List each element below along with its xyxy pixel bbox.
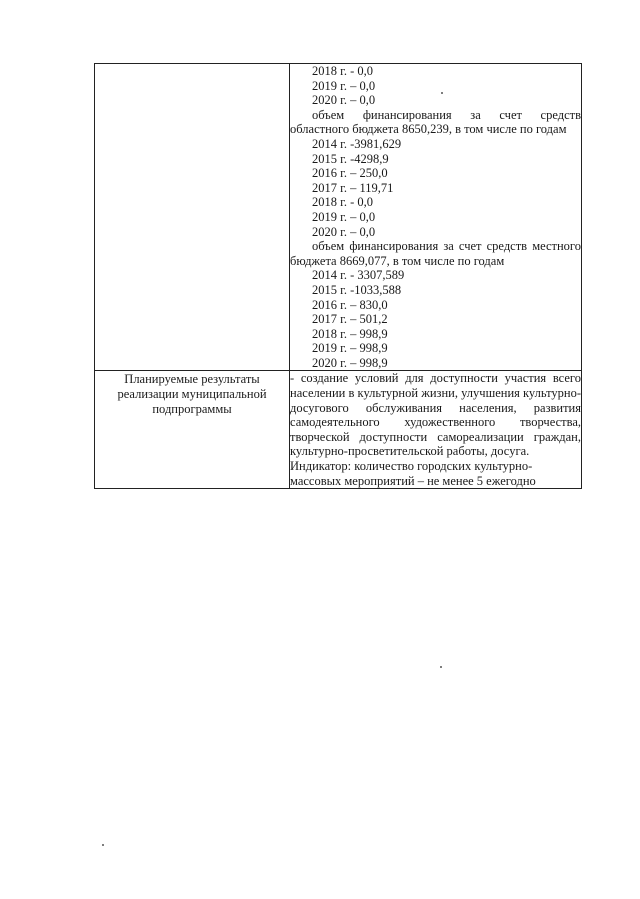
subprogram-passport-table [94, 63, 582, 489]
results-row [95, 371, 582, 489]
scan-speck [441, 92, 443, 94]
year-line: 2018 г. - 0,0 [312, 195, 374, 210]
funding-row [95, 64, 582, 371]
scan-speck [440, 666, 442, 668]
year-line: 2016 г. – 250,0 [312, 166, 388, 181]
results-details-cell [290, 371, 582, 489]
local-budget-heading: объем финансирования за счет средств местного бюджета 8669,077, в том числе по годам [290, 239, 581, 268]
year-line: 2017 г. – 119,71 [312, 180, 394, 195]
results-description: - создание условий для доступности участия всего населении в культурной жизни, улучшения культурно-досугового обслуживания населения, развития самодеятельного художественного творчества, творческой доступности самореализации граждан, культурно-просветительской работы, досуга. [290, 371, 581, 459]
year-line: 2014 г. -3981,629 [312, 136, 402, 151]
year-line: 2020 г. – 0,0 [312, 93, 376, 108]
results-indicator: Индикатор: количество городских культурно-массовых мероприятий – не менее 5 ежегодно [290, 459, 536, 488]
year-line: 2014 г. - 3307,589 [312, 268, 405, 283]
year-line: 2018 г. – 998,9 [312, 326, 388, 341]
scan-speck [102, 844, 104, 846]
year-line: 2015 г. -1033,588 [312, 282, 402, 297]
regional-budget-heading: объем финансирования за счет средств областного бюджета 8650,239, в том числе по годам [290, 107, 581, 137]
year-line: 2020 г. – 0,0 [312, 224, 376, 239]
year-line: 2016 г. – 830,0 [312, 297, 388, 312]
year-line: 2019 г. – 0,0 [312, 209, 376, 224]
year-line: 2019 г. – 998,9 [312, 341, 388, 356]
results-label: Планируемые результаты реализации муниципальной подпрограммы [95, 371, 290, 489]
funding-label-cell [95, 64, 290, 371]
year-line: 2019 г. – 0,0 [312, 78, 376, 93]
year-line: 2017 г. – 501,2 [312, 312, 388, 327]
year-line: 2020 г. – 998,9 [312, 355, 388, 370]
year-line: 2018 г. - 0,0 [312, 64, 374, 78]
funding-details-cell [290, 64, 582, 371]
year-line: 2015 г. -4298,9 [312, 151, 389, 166]
